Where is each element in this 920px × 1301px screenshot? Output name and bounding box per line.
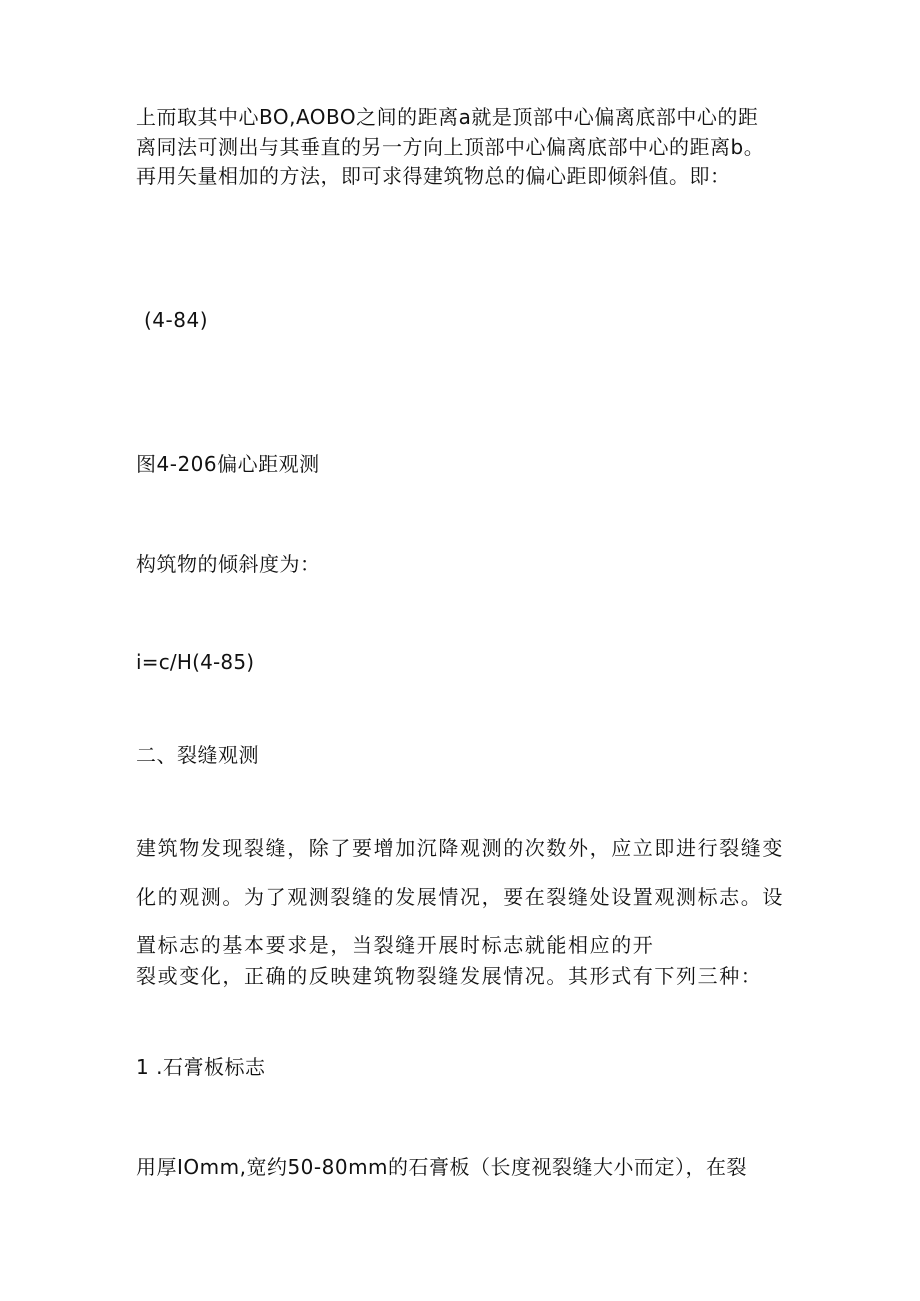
equation-4-85: i=c/H(4-85) xyxy=(136,650,255,674)
structure-incline-intro: 构筑物的倾斜度为： xyxy=(136,552,321,576)
paragraph-2-line-1: 建筑物发现裂缝，除了要增加沉降观测的次数外，应立即进行裂缝变 xyxy=(136,836,784,860)
section-heading: 二、裂缝观测 xyxy=(136,743,259,767)
figure-caption: 图4-206偏心距观测 xyxy=(136,452,320,476)
paragraph-3-line-1: 用厚IOmm,宽约50-80mm的石膏板（长度视裂缝大小而定），在裂 xyxy=(136,1155,748,1179)
paragraph-1-line-3: 再用矢量相加的方法，即可求得建筑物总的偏心距即倾斜值。即： xyxy=(136,164,731,188)
equation-4-84: (4-84) xyxy=(144,308,208,332)
subheading-1: 1 .石膏板标志 xyxy=(136,1055,266,1079)
paragraph-2-line-2: 化的观测。为了观测裂缝的发展情况，要在裂缝处设置观测标志。设 xyxy=(136,885,784,909)
paragraph-2-line-3: 置标志的基本要求是，当裂缝开展时标志就能相应的开 xyxy=(136,933,655,957)
paragraph-1-line-1: 上而取其中心BO,AOBO之间的距离a就是顶部中心偏离底部中心的距 xyxy=(136,105,759,129)
paragraph-1-line-2: 离同法可测出与其垂直的另一方向上顶部中心偏离底部中心的距离b。 xyxy=(136,135,765,159)
paragraph-2-line-4: 裂或变化，正确的反映建筑物裂缝发展情况。其形式有下列三种： xyxy=(136,964,763,988)
